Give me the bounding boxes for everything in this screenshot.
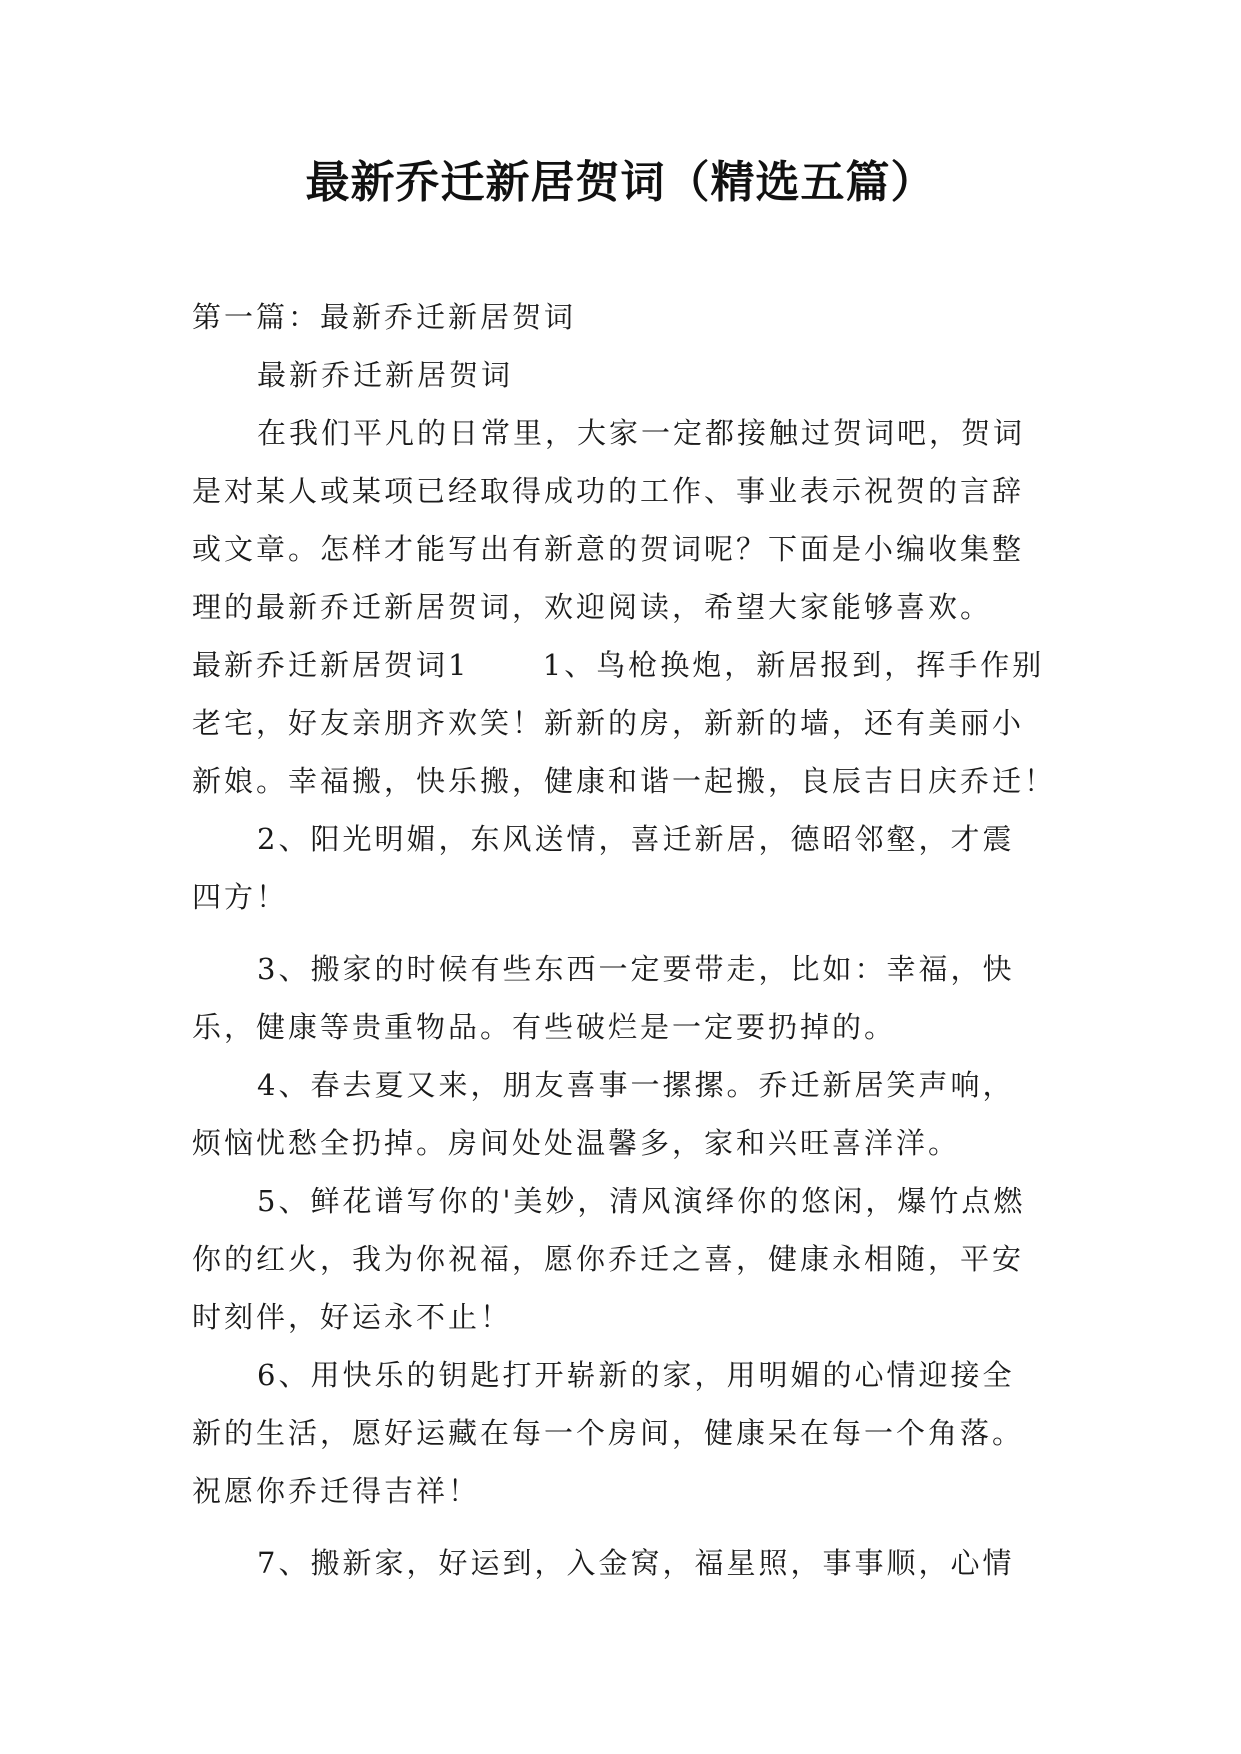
text-line: 7、搬新家，好运到，入金窝，福星照，事事顺，心情 <box>257 1546 1015 1580</box>
text-line: 你的红火，我为你祝福，愿你乔迁之喜，健康永相随，平安 <box>192 1242 1025 1276</box>
text-line: 新娘。幸福搬，快乐搬，健康和谐一起搬，良辰吉日庆乔迁！ <box>192 764 1057 798</box>
text-line: 6、用快乐的钥匙打开崭新的家，用明媚的心情迎接全 <box>257 1358 1015 1392</box>
text-line: 烦恼忧愁全扔掉。房间处处温馨多，家和兴旺喜洋洋。 <box>192 1126 961 1160</box>
document-body <box>192 288 1072 1592</box>
text-line: 4、春去夏又来，朋友喜事一摞摞。乔迁新居笑声响， <box>257 1068 1015 1102</box>
text-line: 理的最新乔迁新居贺词，欢迎阅读，希望大家能够喜欢。 <box>192 590 993 624</box>
document-title: 最新乔迁新居贺词（精选五篇） <box>305 157 936 208</box>
text-line: 时刻伴，好运永不止！ <box>192 1300 513 1334</box>
text-line: 老宅，好友亲朋齐欢笑！新新的房，新新的墙，还有美丽小 <box>192 706 1025 740</box>
text-line: 5、鲜花谱写你的'美妙，清风演绎你的悠闲，爆竹点燃 <box>257 1184 1026 1218</box>
text-line: 最新乔迁新居贺词1 1、鸟枪换炮，新居报到，挥手作别 <box>192 648 1045 682</box>
text-line: 或文章。怎样才能写出有新意的贺词呢？下面是小编收集整 <box>192 532 1025 566</box>
text-line: 最新乔迁新居贺词 <box>257 358 514 392</box>
text-line: 是对某人或某项已经取得成功的工作、事业表示祝贺的言辞 <box>192 474 1025 508</box>
text-line: 祝愿你乔迁得吉祥！ <box>192 1474 481 1508</box>
text-line: 四方！ <box>192 880 289 914</box>
text-line: 新的生活，愿好运藏在每一个房间，健康呆在每一个角落。 <box>192 1416 1025 1450</box>
text-line: 3、搬家的时候有些东西一定要带走，比如：幸福，快 <box>257 952 1015 986</box>
text-line: 2、阳光明媚，东风送情，喜迁新居，德昭邻壑，才震 <box>257 822 1015 856</box>
text-line: 乐，健康等贵重物品。有些破烂是一定要扔掉的。 <box>192 1010 897 1044</box>
text-line: 第一篇：最新乔迁新居贺词 <box>192 300 577 334</box>
text-line: 在我们平凡的日常里，大家一定都接触过贺词吧，贺词 <box>257 416 1026 450</box>
